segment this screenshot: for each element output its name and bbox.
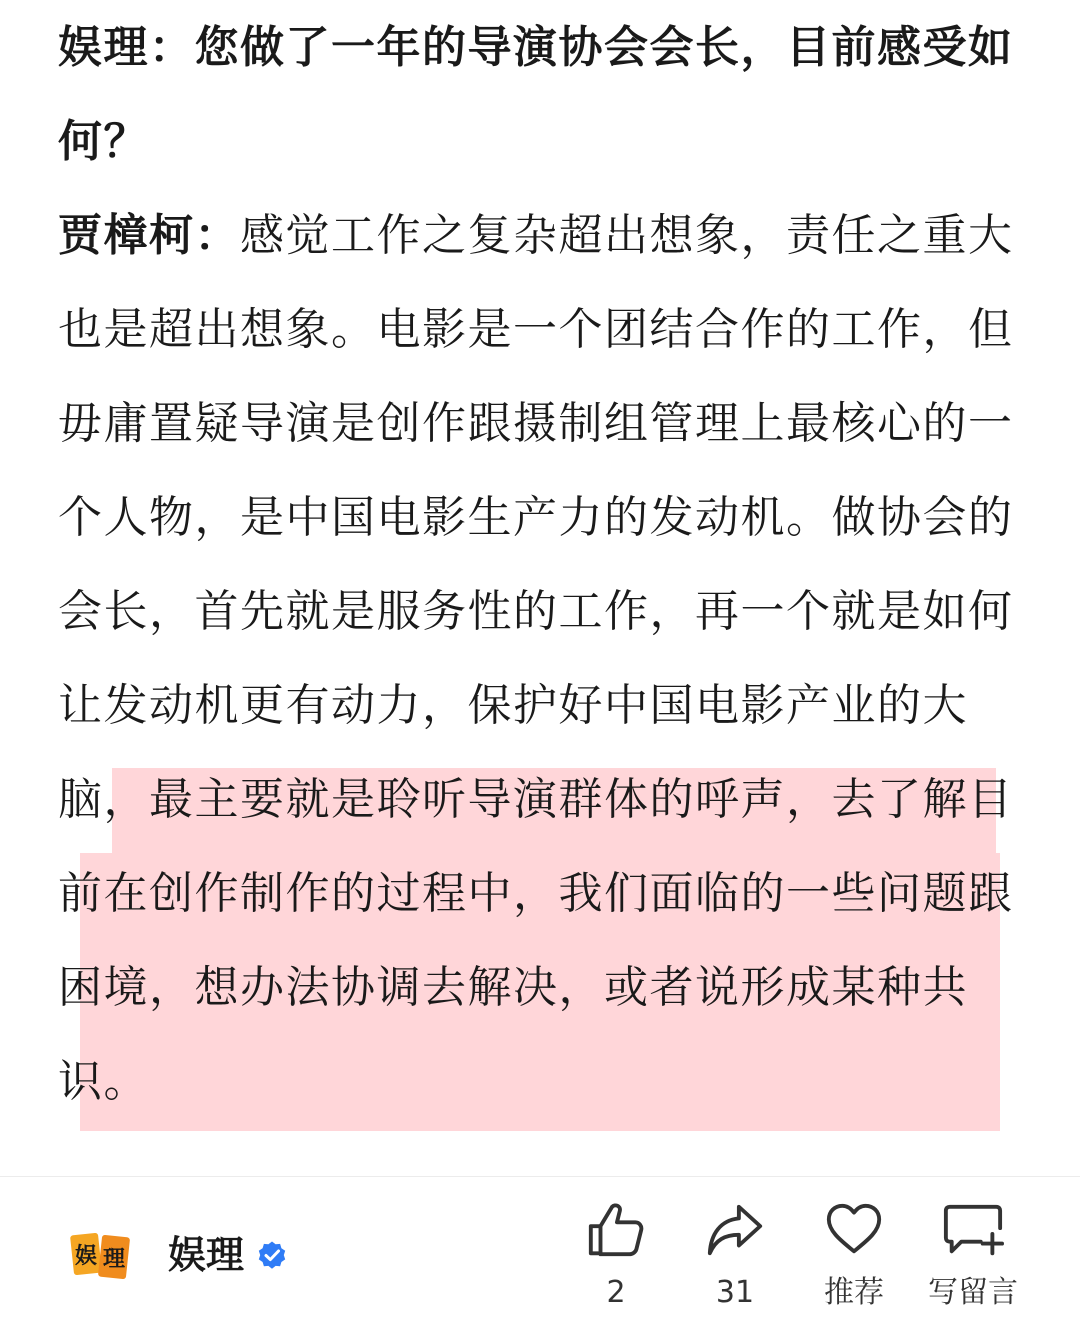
answer-line xyxy=(58,206,1014,266)
bottom-action-bar xyxy=(0,1177,1080,1334)
answer-text: 感觉工作之复杂超出想象，责任之重大 xyxy=(240,210,1014,261)
author-name[interactable]: 娱理 xyxy=(168,1233,245,1277)
verified-badge-icon xyxy=(256,1240,288,1272)
answer-line: 脑，最主要就是聆听导演群体的呼声，去了解目 xyxy=(58,774,1014,825)
question-speaker: 娱理： xyxy=(58,22,195,73)
answer-line: 个人物，是中国电影生产力的发动机。做协会的 xyxy=(58,492,1014,543)
answer-line: 会长，首先就是服务性的工作，再一个就是如何 xyxy=(58,586,1014,637)
question-line xyxy=(58,18,1014,78)
recommend-button[interactable] xyxy=(799,1199,909,1319)
avatar-text: 娱 xyxy=(74,1244,98,1269)
like-button[interactable] xyxy=(561,1199,671,1319)
question-line: 何？ xyxy=(58,116,149,167)
share-count: 31 xyxy=(715,1275,755,1310)
share-icon xyxy=(704,1199,766,1261)
question-text: 您做了一年的导演协会会长，目前感受如 xyxy=(194,22,1014,73)
answer-line: 前在创作制作的过程中，我们面临的一些问题跟 xyxy=(58,868,1014,919)
author-avatar[interactable] xyxy=(70,1224,132,1286)
comment-button[interactable] xyxy=(918,1199,1028,1319)
answer-line: 也是超出想象。电影是一个团结合作的工作，但 xyxy=(58,304,1014,355)
comment-label: 写留言 xyxy=(928,1275,1018,1310)
recommend-label: 推荐 xyxy=(824,1275,884,1310)
like-count: 2 xyxy=(606,1275,626,1310)
avatar-text: 理 xyxy=(102,1247,126,1272)
share-button[interactable] xyxy=(680,1199,790,1319)
answer-line: 困境，想办法协调去解决，或者说形成某种共 xyxy=(58,962,968,1013)
answer-speaker: 贾樟柯： xyxy=(58,210,240,261)
answer-line: 毋庸置疑导演是创作跟摄制组管理上最核心的一 xyxy=(58,398,1014,449)
thumbs-up-icon xyxy=(585,1199,647,1261)
heart-icon xyxy=(823,1199,885,1261)
answer-line: 识。 xyxy=(58,1056,149,1107)
answer-line: 让发动机更有动力，保护好中国电影产业的大 xyxy=(58,680,968,731)
comment-add-icon xyxy=(942,1199,1004,1261)
